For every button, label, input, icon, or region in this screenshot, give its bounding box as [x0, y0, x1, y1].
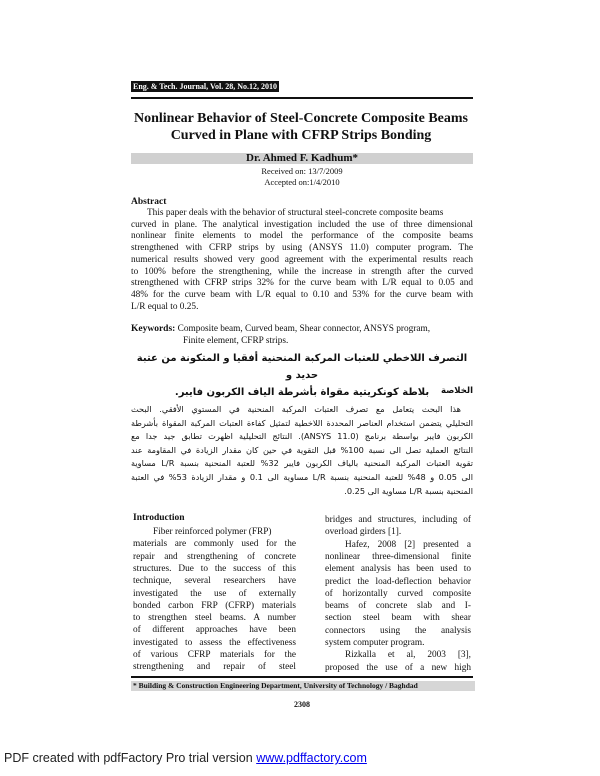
intro-line: strengthening and repair of steel: [133, 662, 296, 673]
introduction-heading: Introduction: [133, 513, 185, 523]
keywords-label: Keywords:: [131, 324, 176, 334]
footnote: * Building & Construction Engineering Department, University of Technology / Baghdad: [131, 681, 475, 691]
keywords-line-2: Finite element, CFRP strips.: [183, 336, 289, 346]
intro-line: bonded carbon FRP (CFRP) materials: [133, 600, 296, 611]
abstract-line: This paper deals with the behavior of structural steel-concrete composite beams: [147, 208, 444, 218]
received-date: Received on: 13/7/2009: [261, 166, 343, 176]
pdffactory-link[interactable]: www.pdffactory.com: [256, 751, 367, 765]
arabic-title-line: بلاطة كونكريتية مقواة بأشرطة الياف الكربون فايبر.: [174, 387, 430, 398]
arabic-title-line: التصرف اللاخطي للعتبات المركبة المنحنية أفقيا و المتكونة من عتبة حديد و: [136, 353, 468, 381]
intro-line: beams of concrete slab and I-: [325, 601, 471, 612]
intro-line: section steel beam with shear: [325, 613, 471, 624]
intro-line: investigated to assess the effectiveness: [133, 637, 296, 648]
intro-line: predict the load-deflection behavior: [325, 576, 471, 587]
intro-line: investigated the use of externally: [133, 588, 296, 599]
intro-line: Rizkalla et al, 2003 [3],: [345, 650, 471, 661]
intro-line: Hafez, 2008 [2] presented a: [345, 539, 471, 550]
intro-line: materials are commonly used for the: [133, 539, 296, 550]
keywords: [131, 324, 430, 334]
arabic-abstract-line: المنحنية بنسبة L/R مساوية الى 0.25.: [344, 485, 473, 496]
intro-line: structures. Due to the success of this: [133, 563, 296, 574]
intro-line: technique, several researchers have: [133, 576, 296, 587]
abstract-line: strengthened with CFRP strips 32% for the curve beam with L/R equal to 0.05 and: [131, 278, 473, 289]
footer-rule: [131, 676, 473, 678]
accepted-date: Accepted on:1/4/2010: [264, 177, 340, 187]
header-rule: [131, 97, 473, 99]
arabic-abstract-line: الى 0.05 و 48% للعتبة المنحنية بنسبة L/R مساوية الى 0.1 و مقدار الزيادة 53% في العتبة: [131, 472, 473, 482]
arabic-abstract-line: هذا البحث يتعامل مع تصرف العتبات المركبة المنحنية في المستوي الأفقي. البحث: [131, 404, 461, 414]
abstract-line: to 100% before the strengthening, while the increase in strength after the curved: [131, 266, 473, 277]
page-number: 2308: [294, 700, 310, 709]
intro-line: overload girders [1].: [325, 527, 402, 538]
intro-line: repair and strengthening of concrete: [133, 551, 296, 562]
intro-line: proposed the use of a new high: [325, 662, 471, 673]
arabic-abstract-heading: الخلاصة: [440, 386, 473, 396]
dates: [131, 166, 473, 188]
paper-title: [120, 110, 482, 144]
abstract-line: numerical results showed very good agreement with the experimental results reach: [131, 254, 473, 265]
arabic-abstract-line: الكربون فايبر بواسطة برنامج (ANSYS 11.0). النتائج التحليلية اظهرت تطابق جيد جدا مع: [131, 431, 473, 442]
pdf-banner-text: PDF created with pdfFactory Pro trial version: [4, 751, 257, 765]
intro-line: to strengthen steel beams. A number: [133, 613, 296, 624]
abstract-line: nonlinear finite elements to model the performance of the composite beams: [131, 231, 473, 242]
intro-line: of different approaches have been: [133, 625, 296, 636]
abstract-line: curved in plane. The analytical investigation included the use of three dimensional: [131, 219, 473, 230]
intro-line: element analysis has been used to: [325, 564, 471, 575]
arabic-abstract-line: تقوية العتبات المركبة المنحنية بالياف الكربون فايبر 32% للعتبة المنحنية بنسبة L/R مساوية: [131, 458, 473, 469]
intro-line: system computer program.: [325, 638, 425, 648]
title-line: Nonlinear Behavior of Steel-Concrete Composite Beams: [133, 111, 468, 126]
intro-line: Fiber reinforced polymer (FRP): [153, 527, 272, 537]
journal-header: Eng. & Tech. Journal, Vol. 28, No.12, 2010: [133, 82, 278, 91]
intro-line: connectors using the analysis: [325, 625, 471, 636]
intro-line: bridges and structures, including of: [325, 515, 471, 525]
arabic-abstract-line: التحليلي يتضمن استخدام العناصر المحددة اللاخطية لتمثيل كفاءة العتبات المركبة المقواة بأشرطة: [131, 417, 473, 428]
title-line: Curved in Plane with CFRP Strips Bonding: [170, 128, 432, 143]
intro-line: of horizontally curved composite: [325, 588, 471, 599]
pdf-banner: [4, 751, 367, 765]
abstract-heading: Abstract: [131, 197, 167, 207]
intro-line: nonlinear three-dimensional finite: [325, 551, 471, 562]
abstract-line: strengthened with CFRP strips by using (ANSYS 11.0) computer program. The: [131, 243, 473, 254]
abstract-line: L/R equal to 0.25.: [131, 301, 199, 312]
abstract-line: 48% for the curve beam with L/R equal to 0.10 and 53% for the curve beam with: [131, 289, 473, 300]
intro-line: of various CFRP materials for the: [133, 650, 296, 660]
arabic-abstract-line: النتائج العملية تصل الى نسبة 100% قبل التقوية في حين كان مقدار الزيادة في المقاومة عند: [131, 444, 474, 455]
keywords-line: Composite beam, Curved beam, Shear connector, ANSYS program,: [177, 324, 431, 334]
author: Dr. Ahmed F. Kadhum*: [131, 153, 473, 164]
